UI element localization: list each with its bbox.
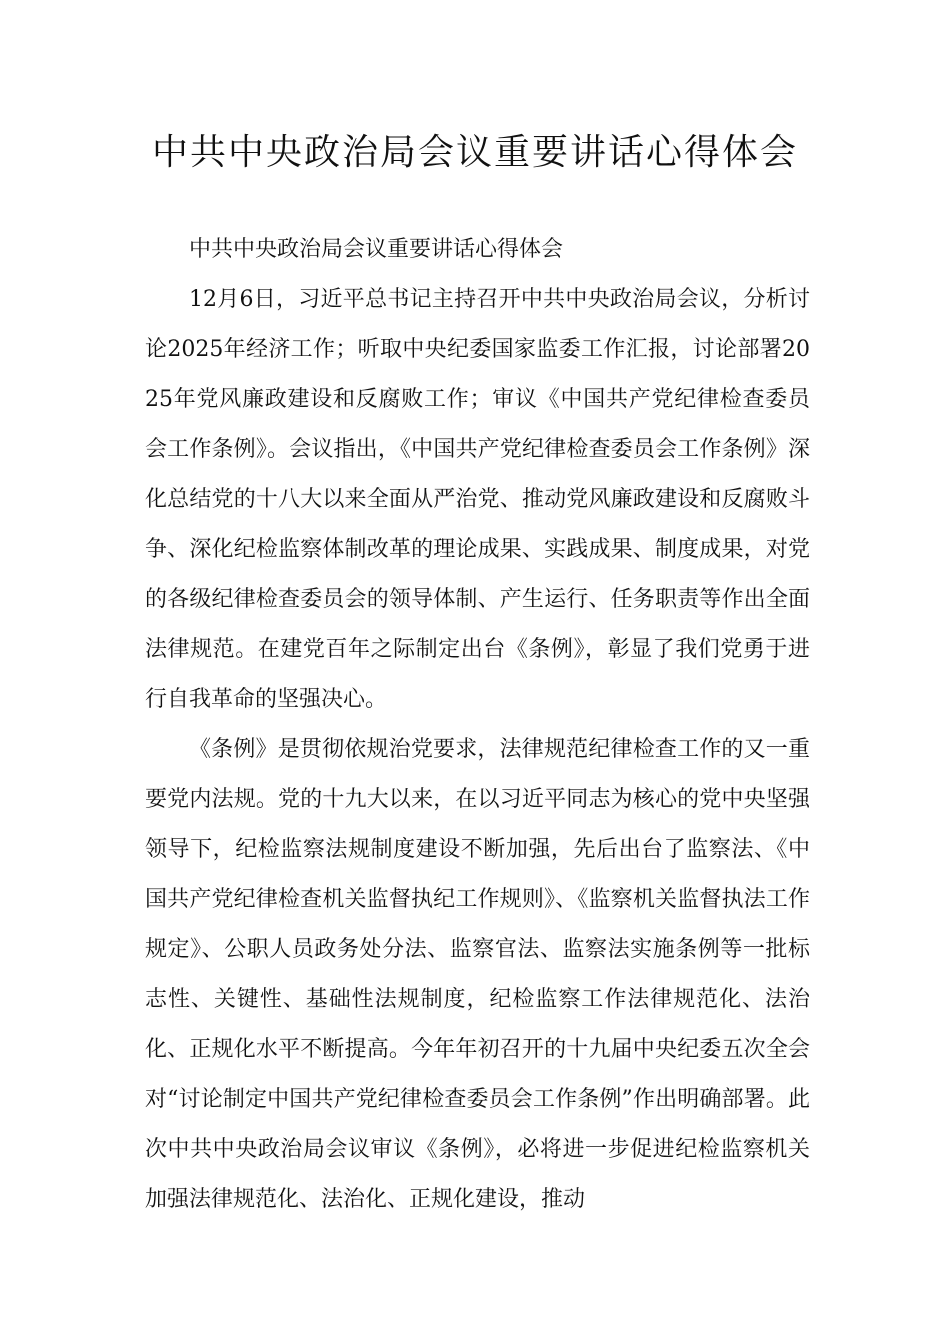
document-body	[145, 225, 810, 1225]
paragraph-subtitle: 中共中央政治局会议重要讲话心得体会	[189, 237, 564, 262]
paragraph-2: 《条例》是贯彻依规治党要求，法律规范纪律检查工作的又一重要党内法规。党的十九大以来，在以习近平同志为核心的党中央坚强领导下，纪检监察法规制度建设不断加强，先后出台了监察法、《中国共产党纪律检查机关监督执纪工作规则》、《监察机关监督执法工作规定》、公职人员政务处分法、监察官法、监察法实施条例等一批标志性、关键性、基础性法规制度，纪检监察工作法律规范化、法治化、正规化水平不断提高。今年年初召开的十九届中央纪委五次全会对“讨论制定中国共产党纪律检查委员会工作条例”作出明确部署。此次中共中央政治局会议审议《条例》，必将进一步促进纪检监察机关加强法律规范化、法治化、正规化建设，推动	[145, 737, 810, 1212]
paragraph-1: 12月6日，习近平总书记主持召开中共中央政治局会议，分析讨论2025年经济工作；听取中央纪委国家监委工作汇报，讨论部署2025年党风廉政建设和反腐败工作；审议《中国共产党纪律检查委员会工作条例》。会议指出，《中国共产党纪律检查委员会工作条例》深化总结党的十八大以来全面从严治党、推动党风廉政建设和反腐败斗争、深化纪检监察体制改革的理论成果、实践成果、制度成果，对党的各级纪律检查委员会的领导体制、产生运行、任务职责等作出全面法律规范。在建党百年之际制定出台《条例》，彰显了我们党勇于进行自我革命的坚强决心。	[145, 287, 810, 712]
document-title: 中共中央政治局会议重要讲话心得体会	[151, 132, 798, 173]
